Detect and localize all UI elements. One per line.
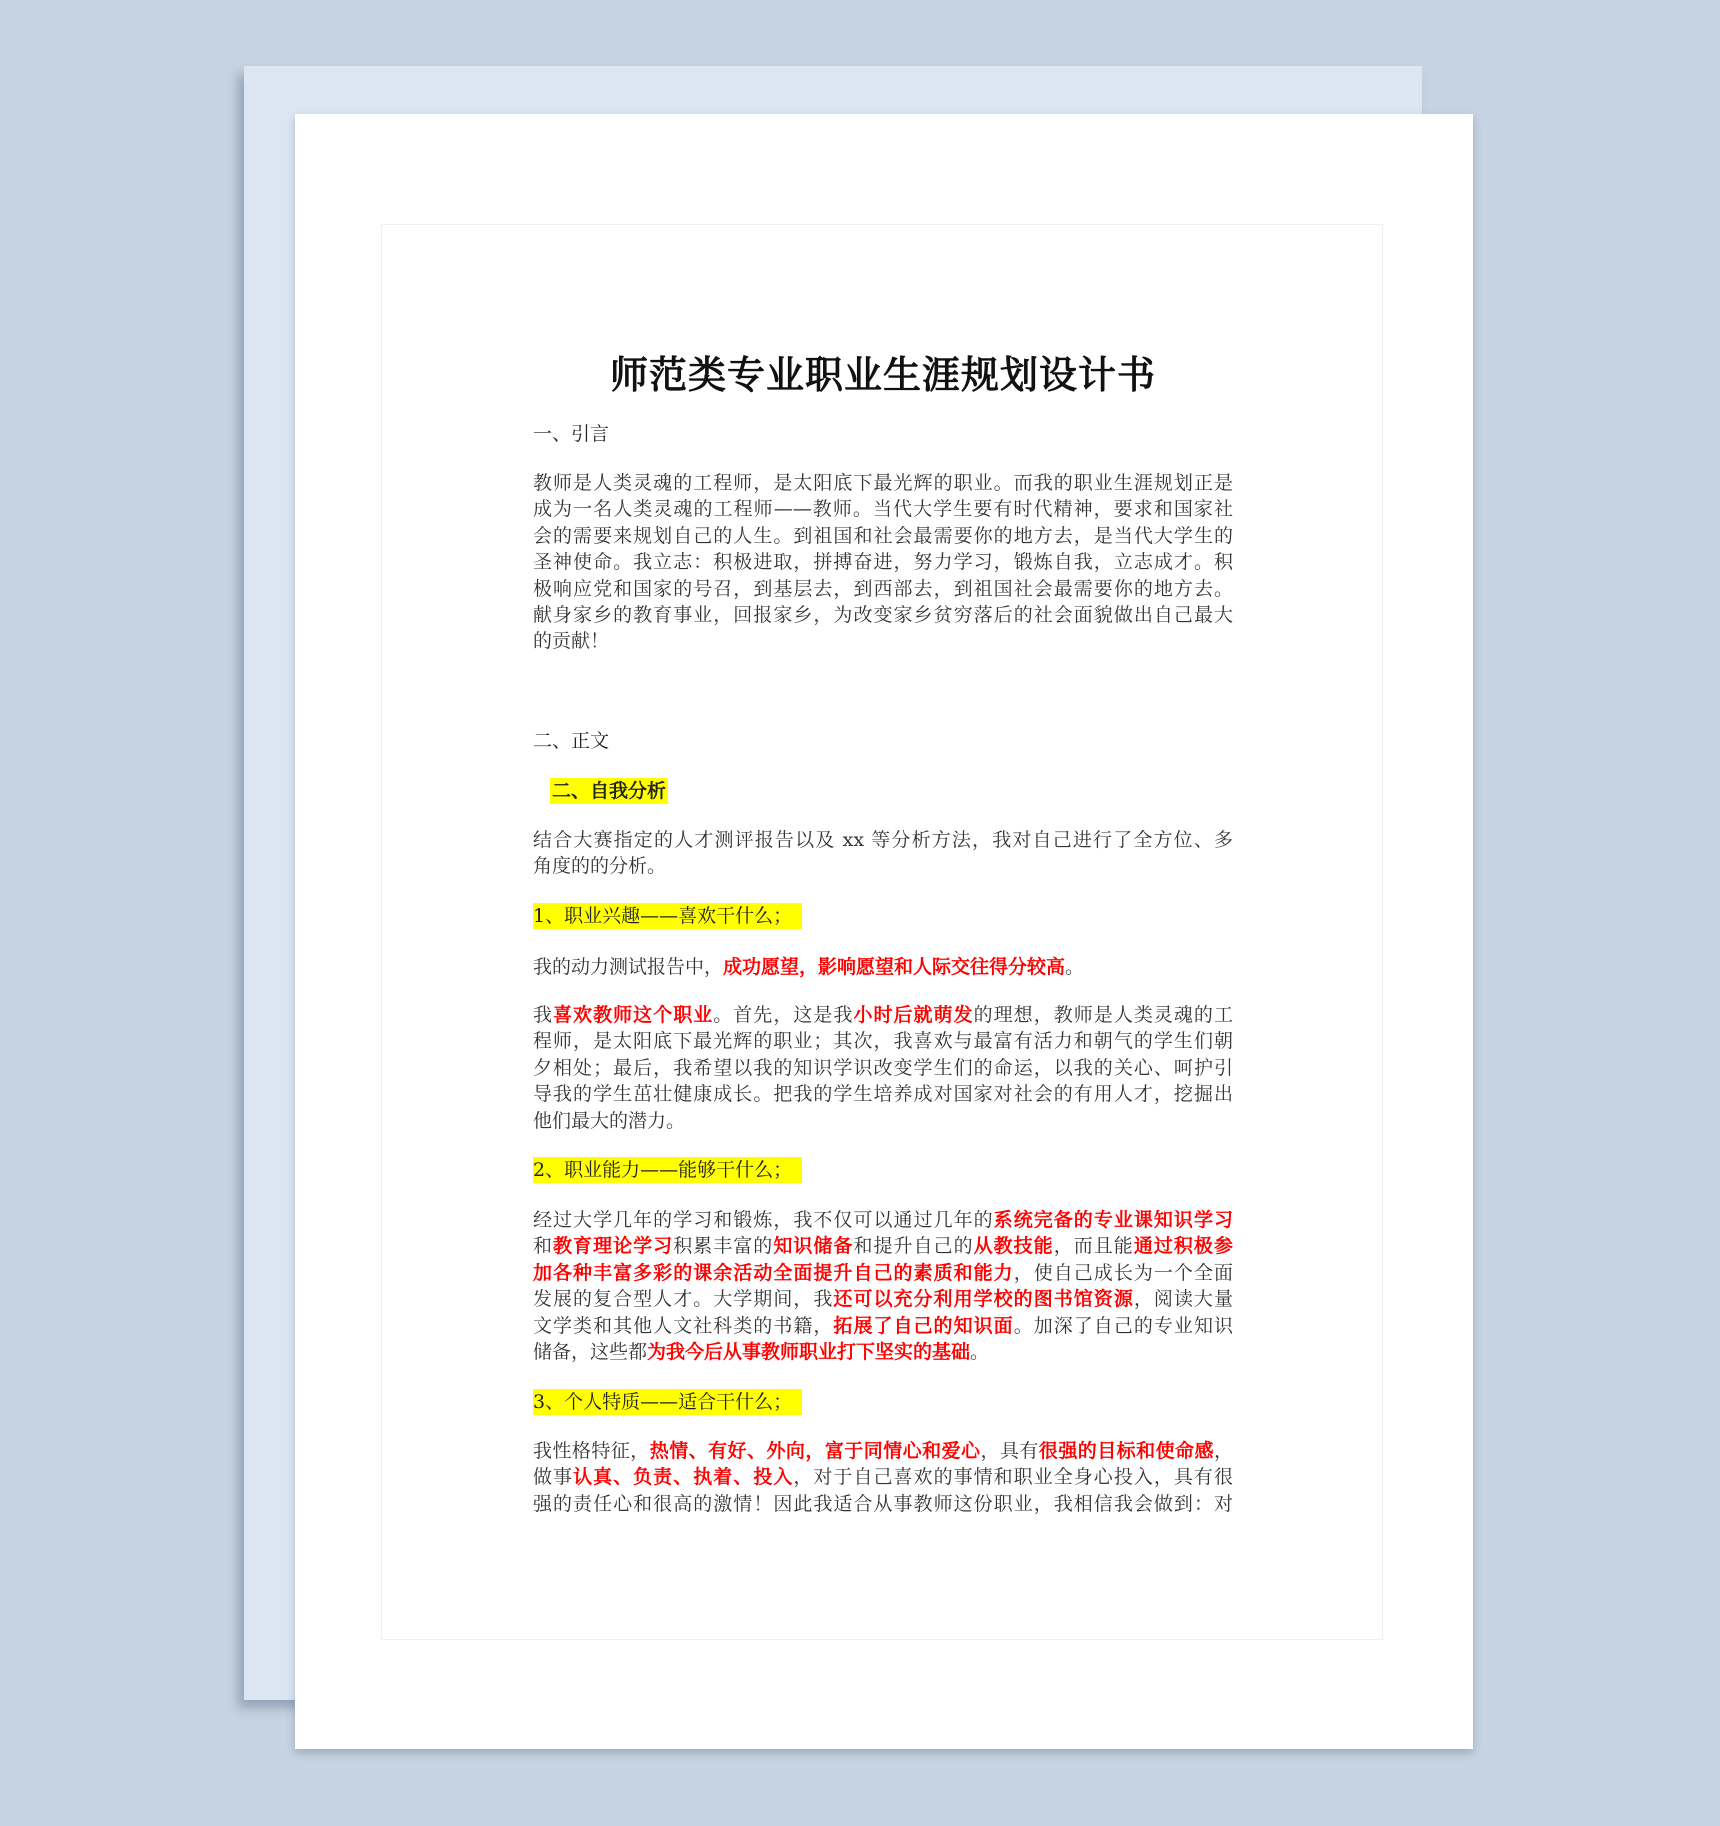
body-text: 夕相处；最后，我希望以我的知识学识改变学生们的命运，以我的关心、呵护引	[533, 1056, 1233, 1079]
text-line	[533, 1260, 1233, 1286]
body-text: 极响应党和国家的号召，到基层去，到西部去，到祖国社会最需要你的地方去。	[533, 577, 1233, 600]
text-line	[533, 576, 1233, 602]
text-line	[533, 1339, 1233, 1365]
emphasized-text: 成功愿望，影响愿望和人际交往得分较高	[723, 956, 1066, 978]
emphasized-text: 小时后就萌发	[853, 1004, 974, 1026]
section-heading-body: 二、正文	[533, 730, 610, 752]
body-text: ，	[1213, 1440, 1233, 1462]
body-text: 和	[533, 1235, 554, 1258]
document-title: 师范类专业职业生涯规划设计书	[609, 353, 1156, 397]
subheading-interest-row	[533, 903, 1233, 929]
body-text: ，对于自己喜欢的事情和职业全身心投入，具有很	[793, 1466, 1233, 1489]
text-line	[533, 1233, 1233, 1259]
body-text: ，具有	[980, 1440, 1039, 1462]
text-line	[533, 827, 1233, 853]
text-line	[533, 1313, 1233, 1339]
emphasized-text: 还可以充分利用学校的图书馆资源	[833, 1288, 1134, 1311]
emphasized-text: 拓展了自己的知识面	[833, 1314, 1014, 1337]
body-text: 角度的的分析。	[533, 855, 667, 878]
body-text: 成为一名人类灵魂的工程师——教师。当代大学生要有时代精神，要求和国家社	[533, 498, 1233, 521]
body-text: 我性格特征，	[533, 1440, 650, 1462]
text-line	[533, 1002, 1233, 1028]
text-line	[533, 1286, 1233, 1312]
body-text: 结合大赛指定的人才测评报告以及 xx 等分析方法，我对自己进行了全方位、多	[533, 829, 1233, 851]
emphasized-text: 热情、有好、外向，富于同情心和爱心	[649, 1440, 981, 1462]
subheading-ability-row	[533, 1157, 1233, 1183]
paragraph-traits	[533, 1438, 1233, 1517]
emphasized-text: 从教技能	[973, 1235, 1054, 1258]
body-text: 强的责任心和很高的激情！因此我适合从事教师这份职业，我相信我会做到：对	[533, 1492, 1233, 1515]
subheading-interest: 1、职业兴趣——喜欢干什么；	[533, 903, 802, 929]
body-text: ，而且能	[1053, 1235, 1134, 1258]
emphasized-text: 认真、负责、执着、投入	[573, 1466, 794, 1489]
body-text: 献身家乡的教育事业，回报家乡，为改变家乡贫穷落后的社会面貌做出自己最大	[533, 603, 1233, 626]
emphasized-text: 系统完备的专业课知识学习	[993, 1209, 1233, 1231]
emphasized-text: 加各种丰富多彩的课余活动全面提升自己的素质和能力	[533, 1261, 1014, 1284]
document-page	[295, 114, 1473, 1749]
body-text: 的理想，教师是人类灵魂的工	[973, 1004, 1233, 1026]
paragraph-intro	[533, 470, 1233, 655]
body-text: 我的动力测试报告中，	[533, 956, 724, 978]
emphasized-text: 喜欢教师这个职业	[553, 1004, 714, 1026]
body-text: 。	[970, 1340, 990, 1363]
paragraph-interest	[533, 1002, 1233, 1134]
text-line	[533, 549, 1233, 575]
subheading-traits: 3、个人特质——适合干什么；	[533, 1389, 802, 1415]
text-line	[533, 470, 1233, 496]
subheading-self-analysis-row	[533, 778, 1233, 804]
paragraph-analysis-method	[533, 827, 1233, 880]
body-text: 发展的复合型人才。大学期间，我	[533, 1288, 834, 1311]
body-text: 他们最大的潜力。	[533, 1109, 686, 1132]
body-text: 文学类和其他人文社科类的书籍，	[533, 1314, 834, 1337]
body-text: 。首先，这是我	[713, 1004, 854, 1026]
text-line	[533, 496, 1233, 522]
text-line	[533, 523, 1233, 549]
emphasized-text: 知识储备	[773, 1235, 854, 1258]
body-text: 程师，是太阳底下最光辉的职业；其次，我喜欢与最富有活力和朝气的学生们朝	[533, 1030, 1233, 1053]
text-line	[533, 628, 1233, 654]
body-text: ，使自己成长为一个全面	[1013, 1261, 1233, 1284]
text-line	[533, 1081, 1233, 1107]
body-text: 积累丰富的	[673, 1235, 774, 1258]
text-line	[533, 1108, 1233, 1134]
subheading-traits-row	[533, 1389, 1233, 1415]
text-line	[533, 1028, 1233, 1054]
body-text: ，阅读大量	[1133, 1288, 1233, 1311]
body-text: 和提升自己的	[853, 1235, 974, 1258]
body-text: 储备，这些都	[533, 1340, 648, 1363]
section-heading-intro: 一、引言	[533, 423, 610, 445]
emphasized-text: 很强的目标和使命感	[1038, 1440, 1214, 1462]
body-text: 。加深了自己的专业知识	[1013, 1314, 1233, 1337]
text-line	[533, 602, 1233, 628]
text-line	[533, 1055, 1233, 1081]
text-line	[533, 1491, 1233, 1517]
text-line	[533, 954, 1233, 980]
emphasized-text: 通过积极参	[1133, 1235, 1233, 1258]
emphasized-text: 教育理论学习	[553, 1235, 674, 1258]
paragraph-ability	[533, 1207, 1233, 1365]
body-text: 导我的学生茁壮健康成长。把我的学生培养成对国家对社会的有用人才，挖掘出	[533, 1083, 1233, 1106]
paragraph-motivation	[533, 954, 1233, 980]
body-text: 做事	[533, 1466, 574, 1489]
emphasized-text: 为我今后从事教师职业打下坚实的基础	[647, 1340, 971, 1363]
text-line	[533, 1464, 1233, 1490]
subheading-ability: 2、职业能力——能够干什么；	[533, 1157, 802, 1183]
body-text: 我	[533, 1004, 554, 1026]
body-text: 。	[1065, 956, 1085, 978]
text-line	[533, 1438, 1233, 1464]
body-text: 圣神使命。我立志：积极进取，拼搏奋进，努力学习，锻炼自我，立志成才。积	[533, 551, 1233, 574]
body-text: 经过大学几年的学习和锻炼，我不仅可以通过几年的	[533, 1209, 994, 1231]
text-line	[533, 853, 1233, 879]
body-text: 的贡献！	[533, 630, 610, 653]
subheading-self-analysis: 二、自我分析	[552, 780, 667, 802]
body-text: 会的需要来规划自己的人生。到祖国和社会最需要你的地方去，是当代大学生的	[533, 524, 1233, 547]
text-line	[533, 1207, 1233, 1233]
body-text: 教师是人类灵魂的工程师，是太阳底下最光辉的职业。而我的职业生涯规划正是	[533, 472, 1233, 494]
